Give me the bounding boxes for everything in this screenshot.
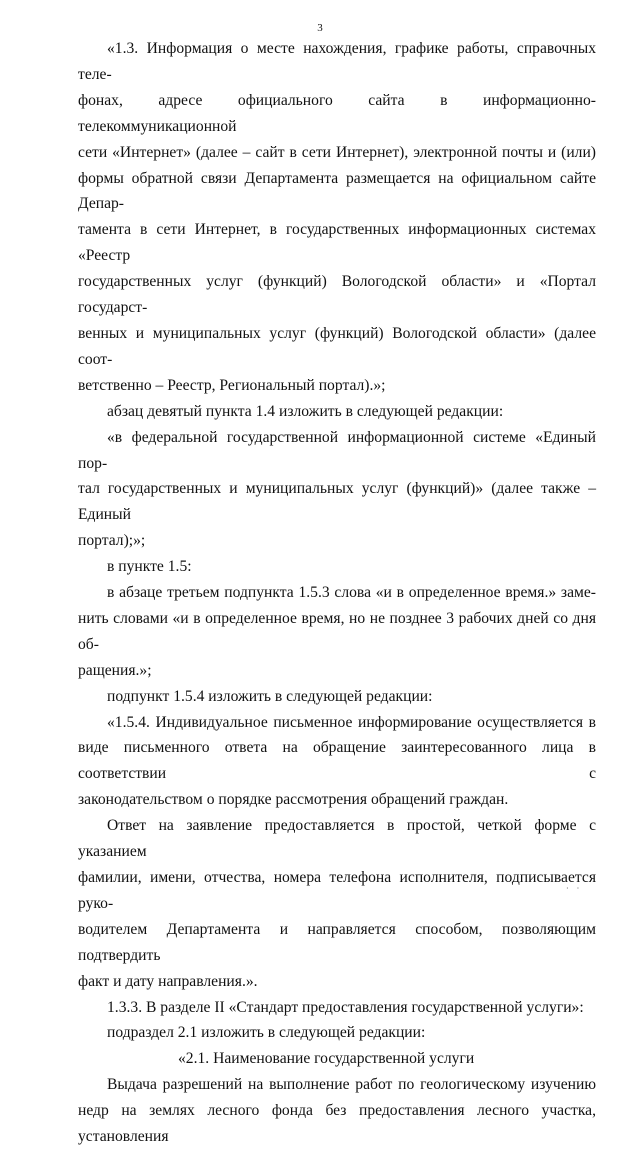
text-line: сети «Интернет» (далее – сайт в сети Интернет), электронной почты и (или): [78, 143, 596, 161]
text-line: ращения.»;: [78, 661, 152, 679]
text-line: «1.5.4. Индивидуальное письменное информирование осуществляется в: [107, 713, 596, 731]
text-line: недр на землях лесного фонда без предоставления лесного участка, установления: [78, 1102, 596, 1146]
section-heading: «2.1. Наименование государственной услуги: [178, 1050, 475, 1068]
text-line: подраздел 2.1 изложить в следующей редакции:: [107, 1024, 426, 1042]
text-line: фонах, адресе официального сайта в информационно-телекоммуникационной: [78, 91, 596, 135]
text-line: тамента в сети Интернет, в государственных информационных системах «Реестр: [78, 221, 596, 265]
text-line: «1.3. Информация о месте нахождения, графике работы, справочных теле-: [78, 40, 596, 83]
text-line: «в федеральной государственной информационной системе «Единый пор-: [78, 428, 596, 472]
document-body: [78, 36, 596, 1150]
text-line: формы обратной связи Департамента размещается на официальном сайте Депар-: [78, 169, 596, 213]
text-line: законодательством о порядке рассмотрения обращений граждан.: [78, 791, 509, 809]
text-line: венных и муниципальных услуг (функций) Вологодской области» (далее соот-: [78, 324, 596, 368]
text-line: в абзаце третьем подпункта 1.5.3 слова «и в определенное время.» заме-: [107, 584, 596, 602]
scan-marks: · ·: [566, 884, 583, 893]
text-line: абзац девятый пункта 1.4 изложить в следующей редакции:: [107, 402, 504, 420]
text-line: нить словами «и в определенное время, но не позднее 3 рабочих дней со дня об-: [78, 609, 596, 653]
text-line: ветственно – Реестр, Региональный портал).»;: [78, 376, 386, 394]
text-line: в пункте 1.5:: [107, 558, 192, 576]
text-line: факт и дату направления.».: [78, 972, 258, 990]
text-line: Выдача разрешений на выполнение работ по геологическому изучению: [107, 1076, 596, 1094]
text-line: Ответ на заявление предоставляется в простой, четкой форме с указанием: [78, 817, 596, 861]
page-number: 3: [317, 22, 323, 34]
text-line: виде письменного ответа на обращение заинтересованного лица в соответствии с: [78, 739, 596, 783]
text-line: подпункт 1.5.4 изложить в следующей редакции:: [107, 687, 433, 705]
text-line: 1.3.3. В разделе II «Стандарт предоставления государственной услуги»:: [107, 998, 584, 1016]
text-line: фамилии, имени, отчества, номера телефона исполнителя, подписывается руко-: [78, 869, 596, 912]
text-line: водителем Департамента и направляется способом, позволяющим подтвердить: [78, 920, 596, 964]
text-line: тал государственных и муниципальных услуг (функций)» (далее также – Единый: [78, 480, 596, 524]
text-line: портал);»;: [78, 532, 146, 550]
text-line: государственных услуг (функций) Вологодской области» и «Портал государст-: [78, 273, 596, 317]
